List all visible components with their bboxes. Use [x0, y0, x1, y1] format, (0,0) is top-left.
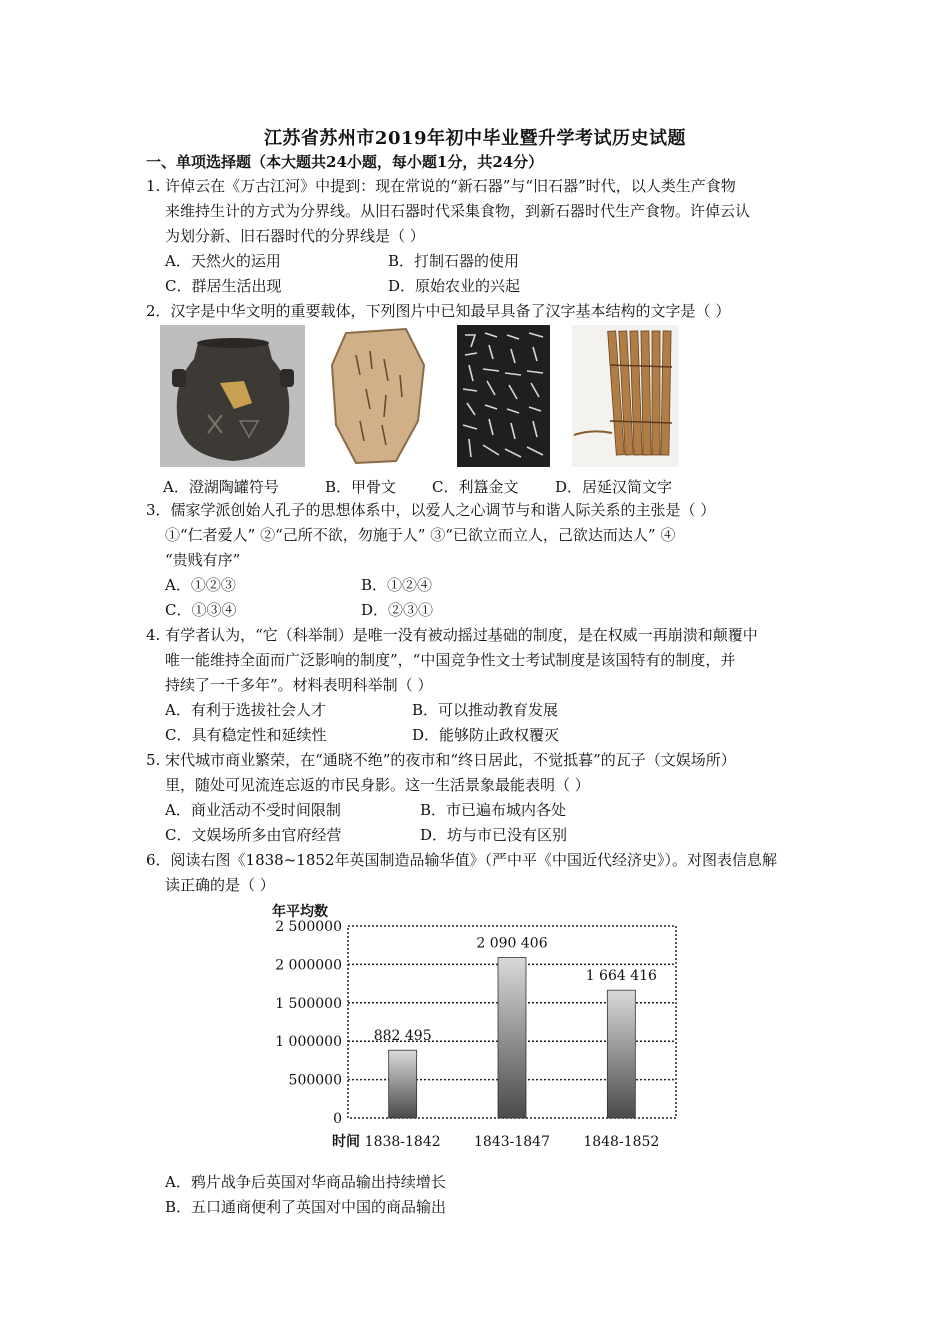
q3-option-b: B．①②④: [361, 576, 433, 594]
q6-line-1: 6．阅读右图《1838~1852年英国制造品输华值》（严中平《中国近代经济史》）。对图表信息解: [146, 851, 777, 869]
q3-option-d: D．②③①: [361, 601, 434, 619]
y-tick-label: 2 000000: [275, 957, 342, 974]
q5-line-1: 5. 宋代城市商业繁荣，在“通晓不绝”的夜市和“终日居此，不觉抵暮”的瓦子（文娱场所）: [146, 751, 736, 769]
q1-option-b: B．打制石器的使用: [388, 252, 520, 270]
q3-line-2: ①“仁者爱人” ②“己所不欲，勿施于人” ③“已欲立而立人，己欲达而达人” ④: [165, 526, 676, 544]
q5-option-d: D．坊与市已没有区别: [420, 826, 568, 844]
q3-line-3: “贵贱有序”: [165, 551, 241, 569]
q4-line-1: 4. 有学者认为，“它（科举制）是唯一没有被动摇过基础的制度，是在权威一再崩溃和颠覆中: [146, 626, 758, 644]
q3-option-c: C．①③④: [165, 601, 237, 619]
q2-option-a: A．澄湖陶罐符号: [163, 478, 279, 496]
q4-option-a: A．有利于选拔社会人才: [165, 701, 326, 719]
chart-y-ticks: [275, 919, 342, 1127]
chart-ylabel: 年平均数: [272, 904, 328, 920]
q4-option-d: D．能够防止政权覆灭: [412, 726, 560, 744]
chart-xlabel: 时间: [332, 1134, 360, 1150]
q6-option-b: B．五口通商便利了英国对中国的商品输出: [165, 1198, 447, 1216]
x-tick-label: 1848-1852: [583, 1134, 660, 1150]
y-tick-label: 0: [333, 1111, 342, 1127]
bar-1838-1842: [389, 1050, 417, 1118]
bar-value-label: 882 495: [373, 1028, 432, 1045]
bar-1848-1852: [607, 990, 635, 1118]
q6-line-2: 读正确的是（ ）: [165, 876, 275, 894]
y-tick-label: 1 000000: [275, 1034, 342, 1051]
q1-line-2: 来维持生计的方式为分界线。从旧石器时代采集食物，到新石器时代生产食物。许倬云认: [165, 202, 751, 220]
y-tick-label: 1 500000: [275, 995, 342, 1012]
export-value-chart: [260, 896, 680, 1156]
x-tick-label: 1843-1847: [474, 1134, 550, 1150]
q4-line-2: 唯一能维持全面而广泛影响的制度”，“中国竞争性文士考试制度是该国特有的制度，并: [165, 651, 736, 669]
q6-option-a: A．鸦片战争后英国对华商品输出持续增长: [165, 1173, 446, 1191]
bar-value-label: 1 664 416: [585, 968, 657, 985]
x-tick-label: 1838-1842: [364, 1134, 441, 1150]
q3-line-1: 3．儒家学派创始人孔子的思想体系中，以爱人之心调节与和谐人际关系的主张是（ ）: [146, 501, 716, 519]
q2-option-c: C．利簋金文: [432, 478, 519, 496]
y-tick-label: 500000: [288, 1072, 342, 1089]
bronze-inscription-image: [457, 325, 550, 467]
q2-option-b: B．甲骨文: [325, 478, 397, 496]
q5-option-c: C．文娱场所多由官府经营: [165, 826, 342, 844]
q1-option-c: C．群居生活出现: [165, 277, 282, 295]
q2-option-d: D．居延汉简文字: [555, 478, 673, 496]
q5-option-a: A．商业活动不受时间限制: [165, 801, 341, 819]
q1-line-3: 为划分新、旧石器时代的分界线是（ ）: [165, 227, 425, 245]
q5-option-b: B．市已遍布城内各处: [420, 801, 567, 819]
chart-x-ticks: [365, 1134, 660, 1150]
bar-1843-1847: [498, 957, 526, 1118]
oracle-bone-image: [326, 325, 433, 467]
section-heading: 一、单项选择题（本大题共24小题，每小题1分，共24分）: [146, 153, 544, 171]
exam-title: 江苏省苏州市2019年初中毕业暨升学考试历史试题: [263, 128, 687, 149]
q4-line-3: 持续了一千多年”。材料表明科举制（ ）: [165, 676, 433, 694]
q1-option-d: D．原始农业的兴起: [388, 277, 521, 295]
q2-line-1: 2．汉字是中华文明的重要载体，下列图片中已知最早具备了汉字基本结构的文字是（ ）: [146, 302, 731, 320]
q1-line-1: 1. 许倬云在《万古江河》中提到：现在常说的“新石器”与“旧石器”时代，以人类生产食物: [146, 177, 736, 195]
q4-option-c: C．具有稳定性和延续性: [165, 726, 327, 744]
q1-option-a: A．天然火的运用: [165, 252, 281, 270]
y-tick-label: 2 500000: [275, 919, 342, 935]
bar-value-label: 2 090 406: [476, 935, 548, 952]
q5-line-2: 里，随处可见流连忘返的市民身影。这一生活景象最能表明（ ）: [165, 776, 590, 794]
q3-option-a: A．①②③: [165, 576, 236, 594]
pottery-jar-image: [160, 325, 305, 467]
chart-bars: [374, 935, 657, 1118]
q4-option-b: B．可以推动教育发展: [412, 701, 559, 719]
bamboo-slips-image: [572, 325, 679, 467]
